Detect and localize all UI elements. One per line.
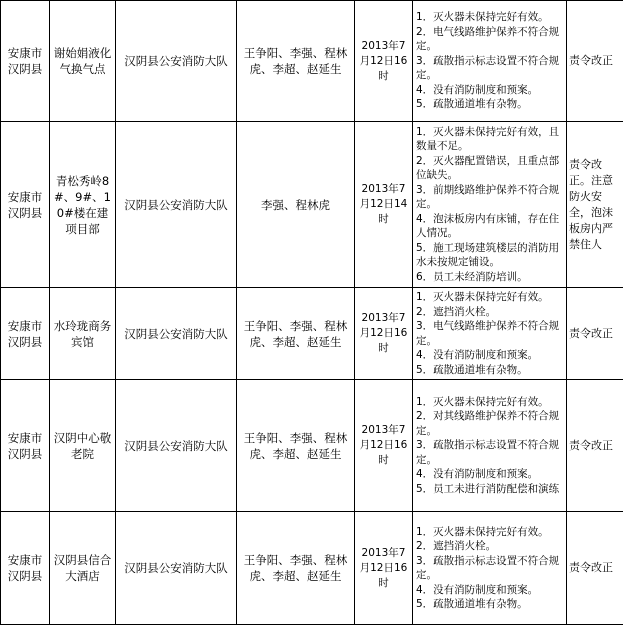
issue-item: 4．没有消防制度和预案。 (416, 583, 564, 598)
issue-item: 4．泡沫板房内有床铺，存在住人情况。 (416, 212, 564, 241)
issues-cell (413, 288, 567, 380)
time-cell: 2013年7月12日16时 (355, 1, 413, 122)
issue-item: 3．疏散指示标志设置不符合规定。 (416, 54, 564, 83)
issue-item: 1．灭火器未保持完好有效。 (416, 290, 564, 305)
result-cell: 责令改正 (567, 512, 623, 625)
time-cell: 2013年7月12日16时 (355, 512, 413, 625)
region-cell: 安康市汉阴县 (1, 380, 50, 512)
inspectors-cell: 李强、程林虎 (237, 122, 355, 288)
issue-item: 3．电气线路维护保养不符合规定。 (416, 319, 564, 348)
result-cell: 责令改正 (567, 1, 623, 122)
result-cell: 责令改正 (567, 288, 623, 380)
unit-cell: 青松秀岭8#、9#、10#楼在建项目部 (50, 122, 116, 288)
region-cell: 安康市汉阴县 (1, 512, 50, 625)
inspector-org-cell: 汉阴县公安消防大队 (116, 512, 237, 625)
issues-cell (413, 380, 567, 512)
issue-item: 5．员工未进行消防配偿和演练 (416, 482, 564, 497)
region-cell: 安康市汉阴县 (1, 122, 50, 288)
issue-item: 2．电气线路维护保养不符合规定。 (416, 25, 564, 54)
issue-item: 3．疏散指示标志设置不符合规定。 (416, 438, 564, 467)
issue-item: 5．疏散通道堆有杂物。 (416, 597, 564, 612)
unit-cell: 汉阴县信合大酒店 (50, 512, 116, 625)
inspectors-cell: 王争阳、李强、程林虎、李超、赵延生 (237, 1, 355, 122)
issue-item: 3．前期线路维护保养不符合规定。 (416, 183, 564, 212)
issue-item: 6．员工未经消防培训。 (416, 270, 564, 285)
inspector-org-cell: 汉阴县公安消防大队 (116, 380, 237, 512)
issue-item: 5．疏散通道堆有杂物。 (416, 97, 564, 112)
issue-item: 4．没有消防制度和预案。 (416, 83, 564, 98)
unit-cell: 谢始娟液化气换气点 (50, 1, 116, 122)
issue-item: 2．遮挡消火栓。 (416, 305, 564, 320)
inspectors-cell: 王争阳、李强、程林虎、李超、赵延生 (237, 512, 355, 625)
region-cell: 安康市汉阴县 (1, 1, 50, 122)
inspector-org-cell: 汉阴县公安消防大队 (116, 122, 237, 288)
issues-cell (413, 1, 567, 122)
table-row (1, 512, 623, 625)
issue-item: 1．灭火器未保持完好有效。 (416, 525, 564, 540)
time-cell: 2013年7月12日16时 (355, 288, 413, 380)
inspectors-cell: 王争阳、李强、程林虎、李超、赵延生 (237, 288, 355, 380)
issue-item: 3．疏散指示标志设置不符合规定。 (416, 554, 564, 583)
table-row (1, 380, 623, 512)
issue-item: 1．灭火器未保持完好有效，且数量不足。 (416, 125, 564, 154)
issues-cell (413, 122, 567, 288)
time-cell: 2013年7月12日16时 (355, 380, 413, 512)
issue-item: 5．施工现场建筑楼层的消防用水未按规定铺设。 (416, 241, 564, 270)
region-cell: 安康市汉阴县 (1, 288, 50, 380)
issue-item: 2．遮挡消火栓。 (416, 539, 564, 554)
result-cell: 责令改正 (567, 380, 623, 512)
table-row (1, 288, 623, 380)
inspector-org-cell: 汉阴县公安消防大队 (116, 288, 237, 380)
issue-item: 2．对其线路维护保养不符合规定。 (416, 409, 564, 438)
table-row (1, 1, 623, 122)
time-cell: 2013年7月12日14时 (355, 122, 413, 288)
issues-cell (413, 512, 567, 625)
inspectors-cell: 王争阳、李强、程林虎、李超、赵延生 (237, 380, 355, 512)
issue-item: 4．没有消防制度和预案。 (416, 348, 564, 363)
table-row (1, 122, 623, 288)
unit-cell: 汉阴中心敬老院 (50, 380, 116, 512)
result-cell: 责令改正。注意防火安全，泡沫板房内严禁住人 (567, 122, 623, 288)
issue-item: 2．灭火器配置错误，且重点部位缺失。 (416, 154, 564, 183)
issue-item: 1．灭火器未保持完好有效。 (416, 395, 564, 410)
issue-item: 5．疏散通道堆有杂物。 (416, 363, 564, 378)
unit-cell: 水玲珑商务宾馆 (50, 288, 116, 380)
issue-item: 1．灭火器未保持完好有效。 (416, 10, 564, 25)
issue-item: 4．没有消防制度和预案。 (416, 467, 564, 482)
inspector-org-cell: 汉阴县公安消防大队 (116, 1, 237, 122)
